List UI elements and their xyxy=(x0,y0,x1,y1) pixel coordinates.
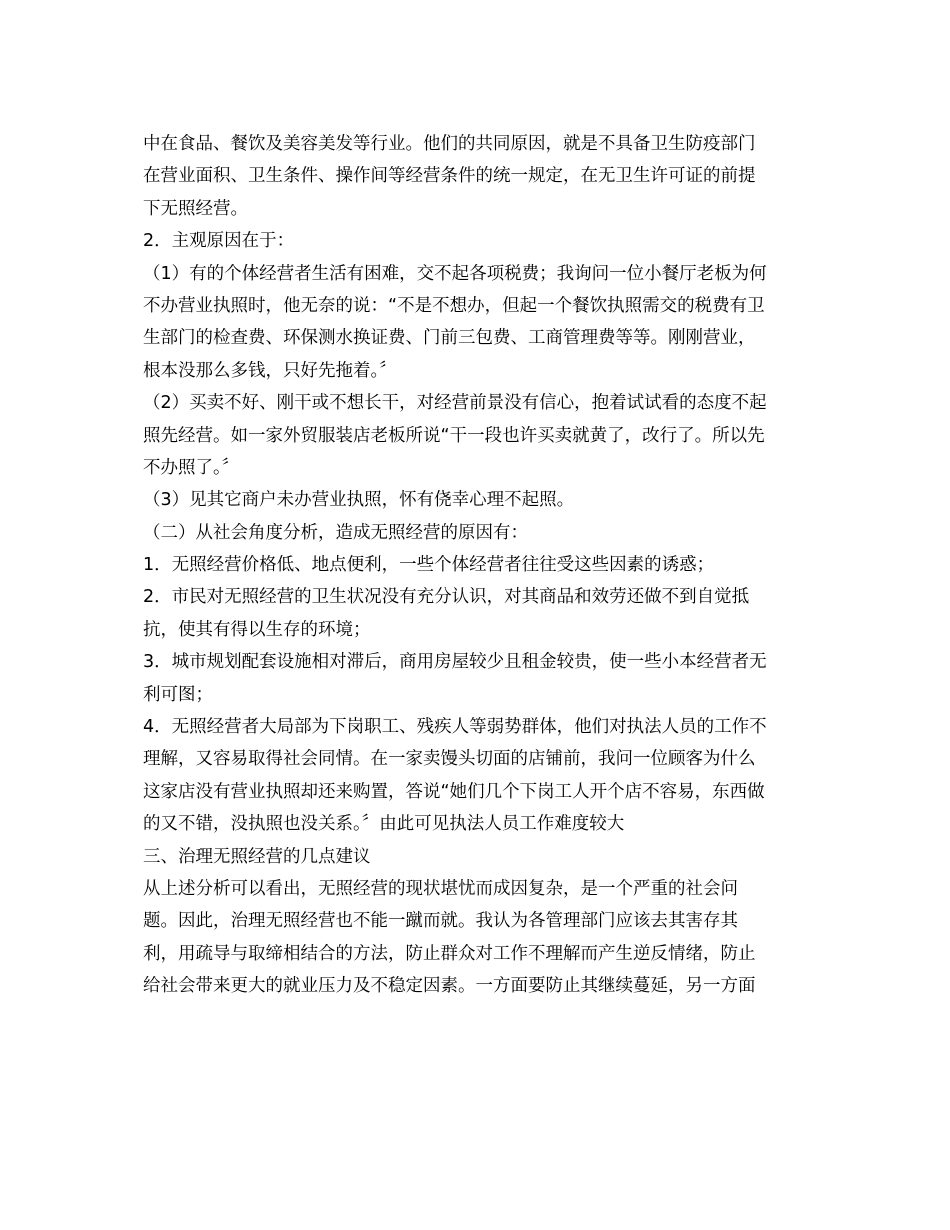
text-line: 的又不错，没执照也没关系。〞由此可见执法人员工作难度较大 xyxy=(143,814,625,835)
text-line: 在营业面积、卫生条件、操作间等经营条件的统一规定，在无卫生许可证的前提 xyxy=(143,166,756,187)
document-body xyxy=(143,128,813,1003)
text-line: 这家店没有营业执照却还来购置，答说“她们几个下岗工人开个店不容易，东西做 xyxy=(143,781,765,802)
text-line: （1）有的个体经营者生活有困难，交不起各项税费；我询问一位小餐厅老板为何 xyxy=(143,263,767,284)
text-line: 不办营业执照时，他无奈的说：“不是不想办，但起一个餐饮执照需交的税费有卫 xyxy=(143,295,765,316)
text-line: 3．城市规划配套设施相对滞后，商用房屋较少且租金较贵，使一些小本经营者无 xyxy=(143,652,767,673)
text-line: 2．市民对无照经营的卫生状况没有充分认识，对其商品和效劳还做不到自觉抵 xyxy=(143,587,750,608)
text-line: 不办照了。〞 xyxy=(143,457,240,478)
text-line: （二）从社会角度分析，造成无照经营的原因有： xyxy=(143,522,528,543)
text-line: 理解，又容易取得社会同情。在一家卖馒头切面的店铺前，我问一位顾客为什么 xyxy=(143,749,756,770)
text-line: 中在食品、餐饮及美容美发等行业。他们的共同原因，就是不具备卫生防疫部门 xyxy=(143,134,756,154)
text-line: 抗，使其有得以生存的环境； xyxy=(143,619,371,640)
text-line: 4．无照经营者大局部为下岗职工、残疾人等弱势群体，他们对执法人员的工作不 xyxy=(143,717,767,738)
text-line: 生部门的检查费、环保测水换证费、门前三包费、工商管理费等等。刚刚营业， xyxy=(143,328,756,349)
section-heading: 三、治理无照经营的几点建议 xyxy=(143,846,371,867)
text-line: 题。因此，治理无照经营也不能一蹴而就。我认为各管理部门应该去其害存其 xyxy=(143,911,738,932)
text-line: 根本没那么多钱，只好先拖着。〞 xyxy=(143,360,397,381)
text-line: （3）见其它商户未办营业执照，怀有侥幸心理不起照。 xyxy=(143,490,575,511)
text-line: 从上述分析可以看出，无照经营的现状堪忧而成因复杂，是一个严重的社会问 xyxy=(143,878,738,899)
text-line: （2）买卖不好、刚干或不想长干，对经营前景没有信心，抱着试试看的态度不起 xyxy=(143,393,767,414)
text-line: 下无照经营。 xyxy=(143,198,248,219)
text-line: 利可图； xyxy=(143,684,213,705)
text-line: 利，用疏导与取缔相结合的方法，防止群众对工作不理解而产生逆反情绪，防止 xyxy=(143,943,756,964)
text-line: 照先经营。如一家外贸服装店老板所说“干一段也许买卖就黄了，改行了。所以先 xyxy=(143,425,765,446)
text-line: 给社会带来更大的就业压力及不稳定因素。一方面要防止其继续蔓延，另一方面 xyxy=(143,976,756,997)
text-line: 2．主观原因在于： xyxy=(143,231,295,252)
text-line: 1．无照经营价格低、地点便利，一些个体经营者往往受这些因素的诱惑； xyxy=(143,555,715,576)
